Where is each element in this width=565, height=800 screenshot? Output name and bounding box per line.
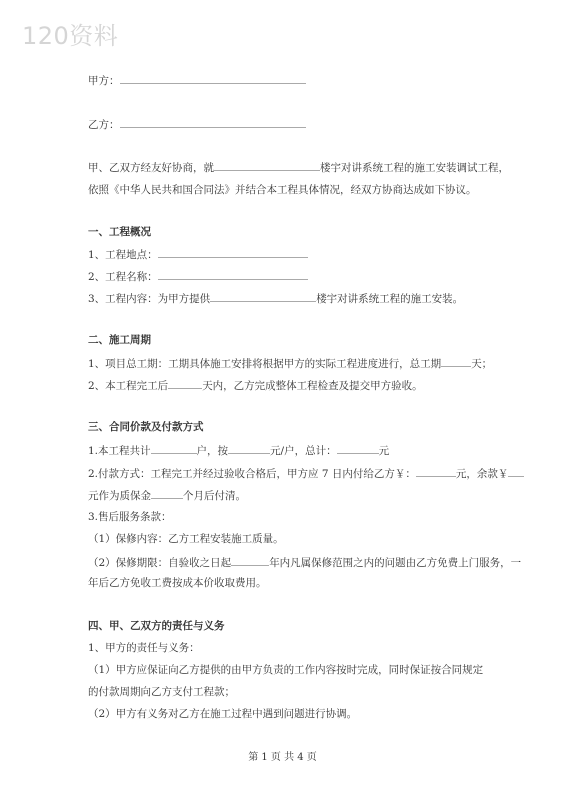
intro-text: 甲、乙双方经友好协商，就 [88,162,214,174]
after-sales-title: 3.售后服务条款： [88,511,172,523]
duration-text: 天； [471,358,493,370]
project-location-line [88,246,308,262]
price-text: 1.本工程共计 [88,445,151,457]
payment-line [88,465,524,481]
intro-line-2: 依照《中华人民共和国合同法》并结合本工程具体情况，经双方协商达成如下协议。 [88,184,477,196]
warranty-years-blank[interactable] [231,554,269,566]
intro-line-1 [88,159,509,175]
duty-item-1a: （1）甲方应保证向乙方提供的由甲方负责的工作内容按时完成，同时保证按合同规定 [88,664,484,676]
section-heading: 一、工程概况 [88,226,151,238]
duty-item-2: （2）甲方有义务对乙方在施工过程中遇到问题进行协调。 [88,708,358,720]
household-count-blank[interactable] [151,442,197,454]
watermark-logo: 120资料 [22,22,119,50]
warranty-period-line [88,554,521,570]
price-text: 元/户，总计： [270,445,337,457]
completion-days-blank[interactable] [168,377,202,389]
price-text: 户，按 [196,445,229,457]
party-b-blank[interactable] [120,116,306,128]
duty-item-1b: 的付款周期向乙方支付工程款； [88,686,235,698]
payment-text: 元作为质保金 [88,490,151,502]
project-location-label: 1、工程地点： [88,249,158,261]
project-content-blank[interactable] [210,290,316,302]
price-text: 元 [378,445,390,457]
completion-text: 天内，乙方完成整体工程检查及提交甲方验收。 [202,380,423,392]
warranty-deposit-line [88,487,246,503]
payment-amount-blank[interactable] [416,465,456,477]
balance-blank[interactable] [508,465,524,477]
completion-line [88,377,423,393]
party-a-blank[interactable] [120,72,306,84]
project-content-text: 3、工程内容：为甲方提供 [88,293,211,305]
project-name-line [88,268,308,284]
project-name-label: 2、工程名称： [88,271,158,283]
party-b-line [88,116,306,132]
payment-text: 2.付款方式：工程完工并经过验收合格后，甲方应 7 日内付给乙方￥： [88,468,416,480]
project-content-text: 楼宇对讲系统工程的施工安装。 [316,293,464,305]
project-content-line [88,290,463,306]
party-a-duties-title: 1、甲方的责任与义务： [88,642,200,654]
warranty-text: 年内凡属保修范围之内的问题由乙方免费上门服务，一 [269,557,522,569]
total-days-blank[interactable] [441,355,471,367]
payment-text: 元，余款￥ [455,468,509,480]
completion-text: 2、本工程完工后 [88,380,169,392]
project-name-field-blank[interactable] [158,268,308,280]
duration-text: 1、项目总工期：工期具体施工安排将根据甲方的实际工程进度进行，总工期 [88,358,442,370]
deposit-months-blank[interactable] [151,487,183,499]
party-a-label: 甲方： [88,75,120,87]
page-number: 第 1 页 共 4 页 [248,752,317,763]
price-line [88,442,389,458]
intro-text: 楼宇对讲系统工程的施工安装调试工程， [320,162,509,174]
warranty-period-line-2: 年后乙方免收工费按成本价收取费用。 [88,577,267,589]
project-name-blank[interactable] [214,159,320,171]
party-a-line [88,72,306,88]
party-b-label: 乙方： [88,119,120,131]
payment-text: 个月后付清。 [183,490,246,502]
project-location-blank[interactable] [158,246,308,258]
warranty-content-line: （1）保修内容：乙方工程安装施工质量。 [88,533,284,545]
unit-price-blank[interactable] [228,442,270,454]
warranty-text: （2）保修期限：自验收之日起 [88,557,232,569]
total-price-blank[interactable] [337,442,379,454]
section-heading: 三、合同价款及付款方式 [88,421,204,433]
duration-line [88,355,492,371]
section-heading: 二、施工周期 [88,334,151,346]
section-heading: 四、甲、乙双方的责任与义务 [88,620,225,632]
